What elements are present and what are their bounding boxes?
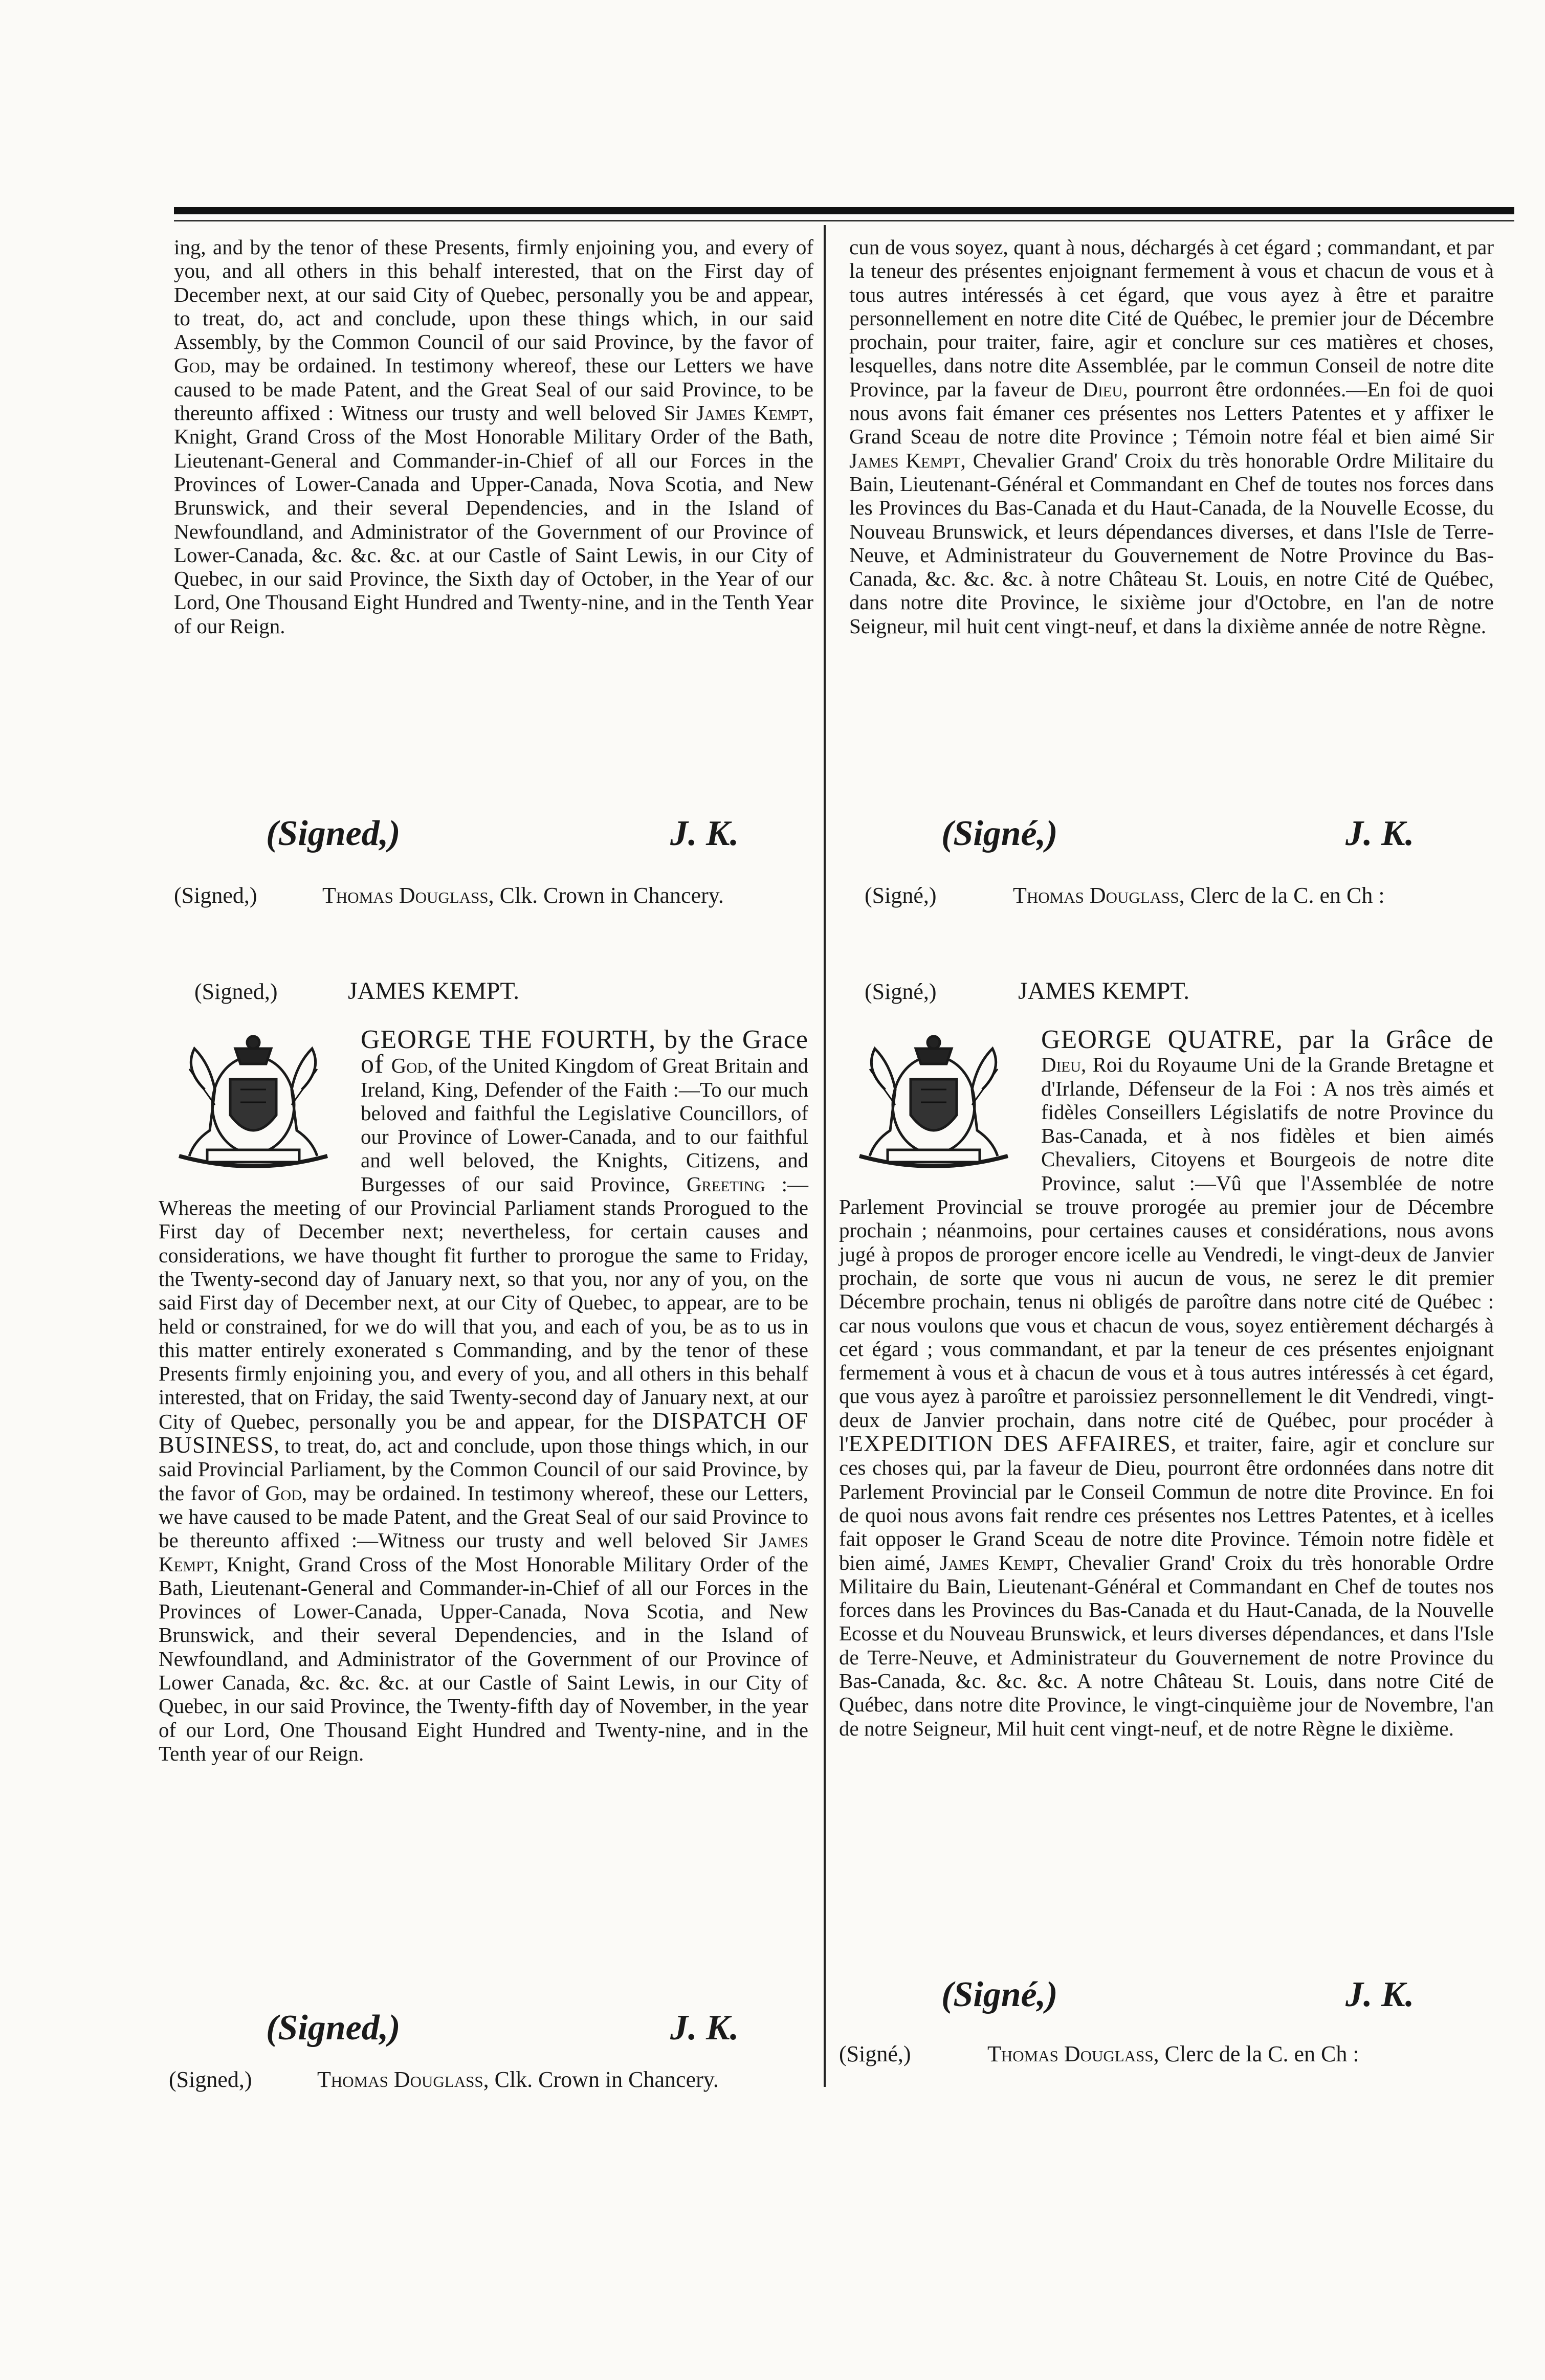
top-rule-thin — [174, 220, 1514, 221]
right-proclamation: GEORGE QUATRE, par la Grâce de Dieu, Roi du Royaume Uni de la Grande Bretagne et d'Irlande, Défenseur de la Foi : A nos très aimés et fidèles Conseillers Législatifs de notre Province du Bas-Canada, et à nos fidèles et bien aimés Chevaliers, Citoyens et Bourgeois de notre dite Province, salut :—Vû que l'Assemblée de notre Parlement Provincial se trouve prorogée au premier jour de Décembre prochain ; néanmoins, pour certaines causes et considérations, nous avons jugé à propos de proroger encore icelle au Vendredi, le vingt-deux de Janvier prochain, de sorte que vous ni aucun de vous, ne serez le dit premier Décembre prochain, tenus ni obligés de paroître dans notre cité de Québec : car nous voulons que vous et chacun de vous, soyez entièrement déchargés à cet égard ; vous commandant, et par la teneur de ces présentes enjoignant fermement à vous et à chacun de vous et à tous autres intéressés à cet égard, que vous ayez à paroître et paroissiez personnellement le dit Vendredi, vingt-deux de Janvier prochain, dans notre cité de Québec, pour procéder à l'EXPEDITION DES AFFAIRES, et traiter, faire, agir et conclure sur ces choses qui, par la faveur de Dieu, pourront être ordonnées dans notre dit Parlement Provincial par le Conseil Commun de notre dite Province. En foi de quoi nous avons fait rendre ces présentes nos Lettres Patentes, et à icelles fait opposer le Grand Sceau de notre dite Province. Témoin notre fidèle et bien aimé, James Kempt, Chevalier Grand' Croix du très honorable Ordre Militaire du Bain, Lieutenant-Général et Commandant en Chef de toutes nos forces dans les Provinces du Bas-Canada et du Haut-Canada, de la Nouvelle Ecosse et du Nouveau Brunswick, et leurs diverses dépendances, et dans l'Isle de Terre-Neuve, et Administrateur du Gouvernement de notre Province du Bas-Canada, &c. &c. &c. A notre Château St. Louis, dans notre Cité de Québec, dans notre dite Province, le vingt-cinquième jour de Novembre, l'an de notre Seigneur, Mil huit cent vingt-neuf, et de notre Règne le dixième. — [839, 1025, 1494, 1740]
left-top-text: ing, and by the tenor of these Presents, firmly enjoining you, and every of you, and all others in this behalf interested, that on the First day of December next, at our said City of Quebec, personally you be and appear, to treat, do, act and conclude, upon these things which, in our said Assembly, by the Common Council of our said Province, by the favor of God, may be ordained. In testimony whereof, these our Letters we have caused to be made Patent, and the Great Seal of our said Province, to be thereunto affixed : Witness our trusty and well beloved Sir James Kempt, Knight, Grand Cross of the Most Honorable Military Order of the Bath, Lieutenant-General and Commander-in-Chief of all our Forces in the Provinces of Lower-Canada and Upper-Canada, Nova Scotia, and New Brunswick, and their several Dependencies, and in the Island of Newfoundland, and Administrator of the Government of our Province of Lower-Canada, &c. &c. &c. at our Castle of Saint Lewis, in our City of Quebec, in our said Province, the Sixth day of October, in the Year of our Lord, One Thousand Eight Hundred and Twenty-nine, and in the Tenth Year of our Reign. — [174, 235, 813, 638]
right-top-text: cun de vous soyez, quant à nous, déchargés à cet égard ; commandant, et par la teneur des présentes enjoignant fermement à vous et chacun de vous et à tous autres intéressés à cet égard, que vous ayez à être et paraitre personnellement en notre dite Cité de Québec, le premier jour de Décembre prochain, pour traiter, faire, agir et conclure sur ces matières et choses, lesquelles, dans notre dite Assemblée, par le commun Conseil de notre dite Province, par la faveur de Dieu, pourront être ordonnées.—En foi de quoi nous avons fait émaner ces présentes nos Letters Patentes et y affixer le Grand Sceau de notre dite Province ; Témoin notre féal et bien aimé Sir James Kempt, Chevalier Grand' Croix du très honorable Ordre Militaire du Bain, Lieutenant-Général et Commandant en Chef de toutes nos forces dans les Provinces du Bas-Canada et du Haut-Canada, de la Nouvelle Ecosse, du Nouveau Brunswick, et leurs dépendances diverses, et dans l'Isle de Terre-Neuve, et Administrateur du Gouvernement de Notre Province du Bas-Canada, &c. &c. &c. à notre Château St. Louis, en notre Cité de Québec, dans notre dite Province, le sixième jour d'Octobre, en l'an de notre Seigneur, mil huit cent vingt-neuf, et dans la dixième année de notre Règne. — [849, 235, 1494, 638]
right-clerk-line-1: (Signé,) Thomas Douglass, Clerc de la C. en Ch : — [865, 883, 1385, 908]
left-signature-2: (Signed,) J. K. — [266, 2008, 739, 2048]
left-clerk-line-2: (Signed,) Thomas Douglass, Clk. Crown in Chancery. — [169, 2067, 719, 2092]
royal-arms-icon — [839, 1028, 1028, 1171]
right-clerk-line-2: (Signé,) Thomas Douglass, Clerc de la C. en Ch : — [839, 2041, 1359, 2066]
right-signature-2: (Signé,) J. K. — [941, 1975, 1415, 2014]
left-proclamation: GEORGE THE FOURTH, by the Grace of God, of the United Kingdom of Great Britain and Ireland, King, Defender of the Faith :—To our much beloved and faithful the Legislative Councillors, of our Province of Lower-Canada, and to our faithful and well beloved, the Knights, Citizens, and Burgesses of our said Province, Greeting :—Whereas the meeting of our Provincial Parliament stands Prorogued to the First day of December next; nevertheless, for certain causes and considerations, we have thought fit further to prorogue the same to Friday, the Twenty-second day of January next, so that you, nor any of you, on the said First day of December next, at our City of Quebec, to appear, are to be held or constrained, for we do will that you, and each of you, be as to us in this matter entirely exonerated s Commanding, and by the tenor of these Presents firmly enjoining you, and every of you, and all others in this behalf interested, that on Friday, the said Twenty-second day of January next, at our City of Quebec, personally you be and appear, for the DISPATCH OF BUSINESS, to treat, do, act and conclude, upon those things which, in our said Provincial Parliament, by the Common Council of our said Province, by the favor of God, may be ordained. In testimony whereof, these our Letters, we have caused to be made Patent, and the Great Seal of our said Province to be thereunto affixed :—Witness our trusty and well beloved Sir James Kempt, Knight, Grand Cross of the Most Honorable Military Order of the Bath, Lieutenant-General and Commander-in-Chief of all our Forces in the Provinces of Lower-Canada, Upper-Canada, Nova Scotia, and New Brunswick, and their several Dependencies, and in the Island of Newfoundland, and Administrator of the Government of our Province of Lower Canada, &c. &c. &c. at our Castle of Saint Lewis, in our City of Quebec, in our said Province, the Twenty-fifth day of November, in the year of our Lord, One Thousand Eight Hundred and Twenty-nine, and in the Tenth year of our Reign. — [159, 1025, 809, 1765]
right-kempt-signature: (Signé,) JAMES KEMPT. — [865, 977, 1190, 1005]
column-divider — [824, 225, 826, 2087]
left-kempt-signature: (Signed,) JAMES KEMPT. — [194, 977, 520, 1005]
royal-arms-icon — [159, 1028, 348, 1171]
left-clerk-line-1: (Signed,) Thomas Douglass, Clk. Crown in Chancery. — [174, 883, 724, 908]
left-signature-1: (Signed,) J. K. — [266, 814, 739, 853]
right-signature-1: (Signé,) J. K. — [941, 814, 1415, 853]
top-rule — [174, 207, 1514, 214]
